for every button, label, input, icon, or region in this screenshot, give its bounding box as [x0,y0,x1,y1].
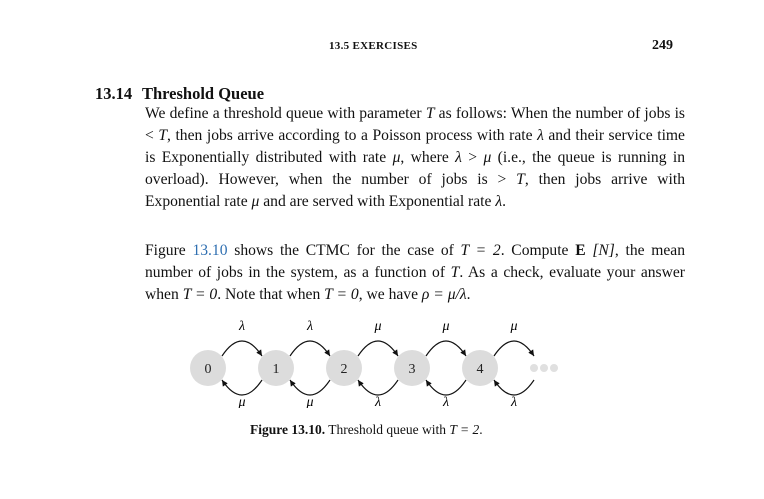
math-lambda: λ [537,127,544,144]
state-label-2: 2 [340,362,348,377]
text: , then jobs arrive with Exponential rate [145,171,685,210]
caption-label: Figure 13.10. [250,422,326,437]
page-number: 249 [652,38,673,53]
math-rho: ρ = μ/λ [421,286,467,303]
math-mu: μ [251,193,260,210]
caption-math: T = 2 [449,422,480,437]
exercise-title: Threshold Queue [141,84,265,103]
text: Figure [145,242,193,259]
figure-caption [250,422,483,438]
top-rate-2: μ [374,319,382,334]
ellipsis-dot-1 [540,364,548,372]
text: and their service time is Exponentially distributed with rate [145,127,685,166]
state-label-0: 0 [204,362,212,377]
math-lambda: λ [455,149,462,166]
ctmc-diagram [180,318,590,408]
math-T-eq-0: T = 0 [324,286,359,303]
math-T-eq-2: T = 2 [460,242,501,259]
backward-transition-1 [290,380,330,395]
math-T: T [516,171,525,188]
text: , then jobs arrive according to a Poisson process with rate [167,127,538,144]
caption-text: Threshold queue with [328,422,450,437]
text: (i.e., the queue is running in overload). However, when the number of jobs is > [145,149,685,188]
ellipsis-dot-2 [550,364,558,372]
exercise-paragraph-2 [145,240,685,306]
running-head: 13.5 EXERCISES [329,40,418,52]
exercise-number: 13.14 [95,84,133,103]
ellipsis-dot-0 [530,364,538,372]
math-T: T [450,264,460,281]
bottom-rate-4: λ [510,395,518,408]
top-rate-4: μ [510,319,518,334]
text: . [502,193,506,210]
text: , where [400,149,456,166]
caption-end: . [479,422,483,437]
top-rate-1: λ [306,319,314,334]
text: We define a threshold queue with parameter [145,105,426,122]
math-T: T [425,105,435,122]
text: . [466,286,471,303]
backward-transition-2 [358,380,398,395]
forward-transition-1 [290,341,330,356]
math-T-eq-0: T = 0 [182,286,218,303]
forward-transition-2 [358,341,398,356]
backward-transition-0 [222,380,262,395]
top-rate-3: μ [442,319,450,334]
text: , we have [358,286,422,303]
state-label-3: 3 [408,362,416,377]
math-lambda: λ [495,193,503,210]
bottom-rate-2: λ [374,395,382,408]
backward-transition-4 [494,380,534,395]
forward-transition-4 [494,341,534,356]
top-rate-0: λ [238,319,246,334]
state-label-1: 1 [272,362,280,377]
math-mu: μ [483,149,492,166]
text: > [461,149,484,166]
forward-transition-3 [426,341,466,356]
math-T: T [158,127,168,144]
math-mu: μ [392,149,401,166]
text: shows the CTMC for the case of [227,242,461,259]
text: and are served with Exponential rate [259,193,496,210]
math-expectation: E [575,242,586,259]
text: . As a check, evaluate your answer when [145,264,685,303]
backward-transition-3 [426,380,466,395]
state-label-4: 4 [476,362,484,377]
exercise-paragraph-1 [145,103,685,213]
figure-reference-link[interactable]: 13.10 [192,242,228,259]
text: as follows: When the number of jobs is < [145,105,686,144]
text: , the mean number of jobs in the system, as a function of [145,242,686,281]
text: . Compute [500,242,576,259]
text: . Note that when [217,286,325,303]
bottom-rate-3: λ [442,395,450,408]
bottom-rate-0: μ [238,395,246,408]
math-N: [N] [585,242,615,259]
forward-transition-0 [222,341,262,356]
exercise-heading [95,84,264,104]
bottom-rate-1: μ [306,395,314,408]
